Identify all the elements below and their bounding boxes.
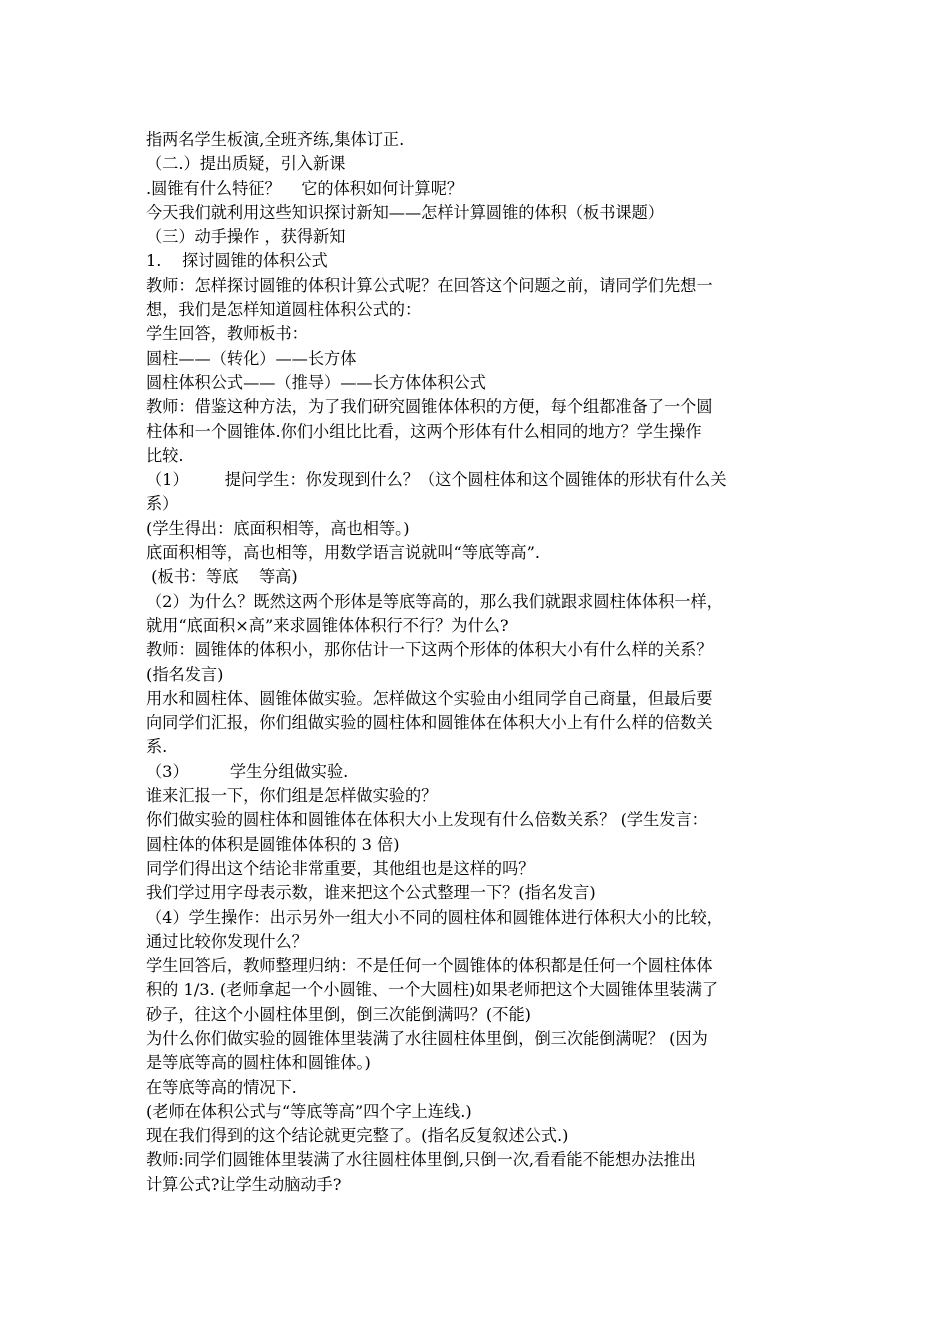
text-line: 积的 1/3. (老师拿起一个小圆锥、一个大圆柱)如果老师把这个大圆锥体里装满了 [146, 980, 719, 1000]
text-line: 教师：借鉴这种方法，为了我们研究圆锥体体积的方便，每个组都准备了一个圆 [146, 397, 713, 417]
text-line: 在等底等高的情况下. [146, 1077, 297, 1097]
text-line: （三）动手操作 ，获得新知 [146, 227, 346, 247]
text-line: (学生得出：底面积相等，高也相等。) [146, 518, 410, 538]
text-line: 比较. [146, 445, 184, 465]
text-line: 系. [146, 737, 168, 757]
text-line: 为什么你们做实验的圆锥体里装满了水往圆柱体里倒，倒三次能倒满呢？ (因为 [146, 1028, 708, 1048]
text-line: 计算公式?让学生动脑动手? [146, 1174, 342, 1194]
text-line: （4）学生操作：出示另外一组大小不同的圆柱体和圆锥体进行体积大小的比较， [146, 907, 723, 927]
text-line: 想，我们是怎样知道圆柱体积公式的： [146, 300, 422, 320]
text-line: 就用“底面积×高”来求圆锥体体积行不行？为什么? [146, 615, 509, 635]
text-line: 柱体和一个圆锥体.你们小组比比看，这两个形体有什么相同的地方？学生操作 [146, 421, 702, 441]
text-line: (老师在体积公式与“等底等高”四个字上连线.) [146, 1101, 472, 1121]
text-line: （3） 学生分组做实验. [146, 761, 349, 781]
text-line: (板书：等底 等高) [146, 567, 298, 587]
text-line: 教师：怎样探讨圆锥的体积计算公式呢？在回答这个问题之前，请同学们先想一 [146, 275, 713, 295]
text-line: 我们学过用字母表示数，谁来把这个公式整理一下？(指名发言) [146, 883, 596, 903]
text-line: 系） [146, 494, 179, 514]
text-line: 圆柱体积公式——（推导）——长方体体积公式 [146, 372, 486, 392]
text-line: 圆柱——（转化）——长方体 [146, 348, 357, 368]
text-line: 学生回答，教师板书： [146, 324, 308, 344]
text-line: 教师:同学们圆锥体里装满了水往圆柱体里倒,只倒一次,看看能不能想办法推出 [146, 1150, 696, 1170]
text-line: 圆柱体的体积是圆锥体体积的 3 倍) [146, 834, 400, 854]
text-line: 底面积相等，高也相等，用数学语言说就叫“等底等高”. [146, 543, 541, 563]
text-line: (指名发言) [146, 664, 224, 684]
text-line: .圆锥有什么特征？ 它的体积如何计算呢？ [146, 178, 464, 198]
text-line: 1. 探讨圆锥的体积公式 [146, 251, 328, 271]
text-line: 用水和圆柱体、圆锥体做实验。怎样做这个实验由小组同学自己商量，但最后要 [146, 688, 713, 708]
text-line: 向同学们汇报，你们组做实验的圆柱体和圆锥体在体积大小上有什么样的倍数关 [146, 713, 713, 733]
text-line: 教师：圆锥体的体积小，那你估计一下这两个形体的体积大小有什么样的关系？ [146, 640, 713, 660]
text-line: 是等底等高的圆柱体和圆锥体。) [146, 1053, 371, 1073]
text-line: 砂子，往这个小圆柱体里倒，倒三次能倒满吗？(不能) [146, 1004, 531, 1024]
text-line: 通过比较你发现什么？ [146, 931, 308, 951]
text-line: 学生回答后，教师整理归纳：不是任何一个圆锥体的体积都是任何一个圆柱体体 [146, 956, 713, 976]
text-line: 谁来汇报一下，你们组是怎样做实验的？ [146, 786, 438, 806]
text-line: 现在我们得到的这个结论就更完整了。(指名反复叙述公式.) [146, 1126, 569, 1146]
text-line: （二.）提出质疑，引入新课 [146, 154, 346, 174]
text-line: （2）为什么？既然这两个形体是等底等高的，那么我们就跟求圆柱体体积一样， [146, 591, 723, 611]
text-line: 你们做实验的圆柱体和圆锥体在体积大小上发现有什么倍数关系？ (学生发言： [146, 810, 708, 830]
text-line: 同学们得出这个结论非常重要，其他组也是这样的吗？ [146, 858, 535, 878]
text-line: 指两名学生板演,全班齐练,集体订正. [146, 130, 405, 149]
document-body [146, 128, 814, 1197]
text-line: （1） 提问学生：你发现到什么？（这个圆柱体和这个圆锥体的形状有什么关 [146, 470, 727, 490]
text-line: 今天我们就利用这些知识探讨新知——怎样计算圆锥的体积（板书课题） [146, 202, 664, 222]
